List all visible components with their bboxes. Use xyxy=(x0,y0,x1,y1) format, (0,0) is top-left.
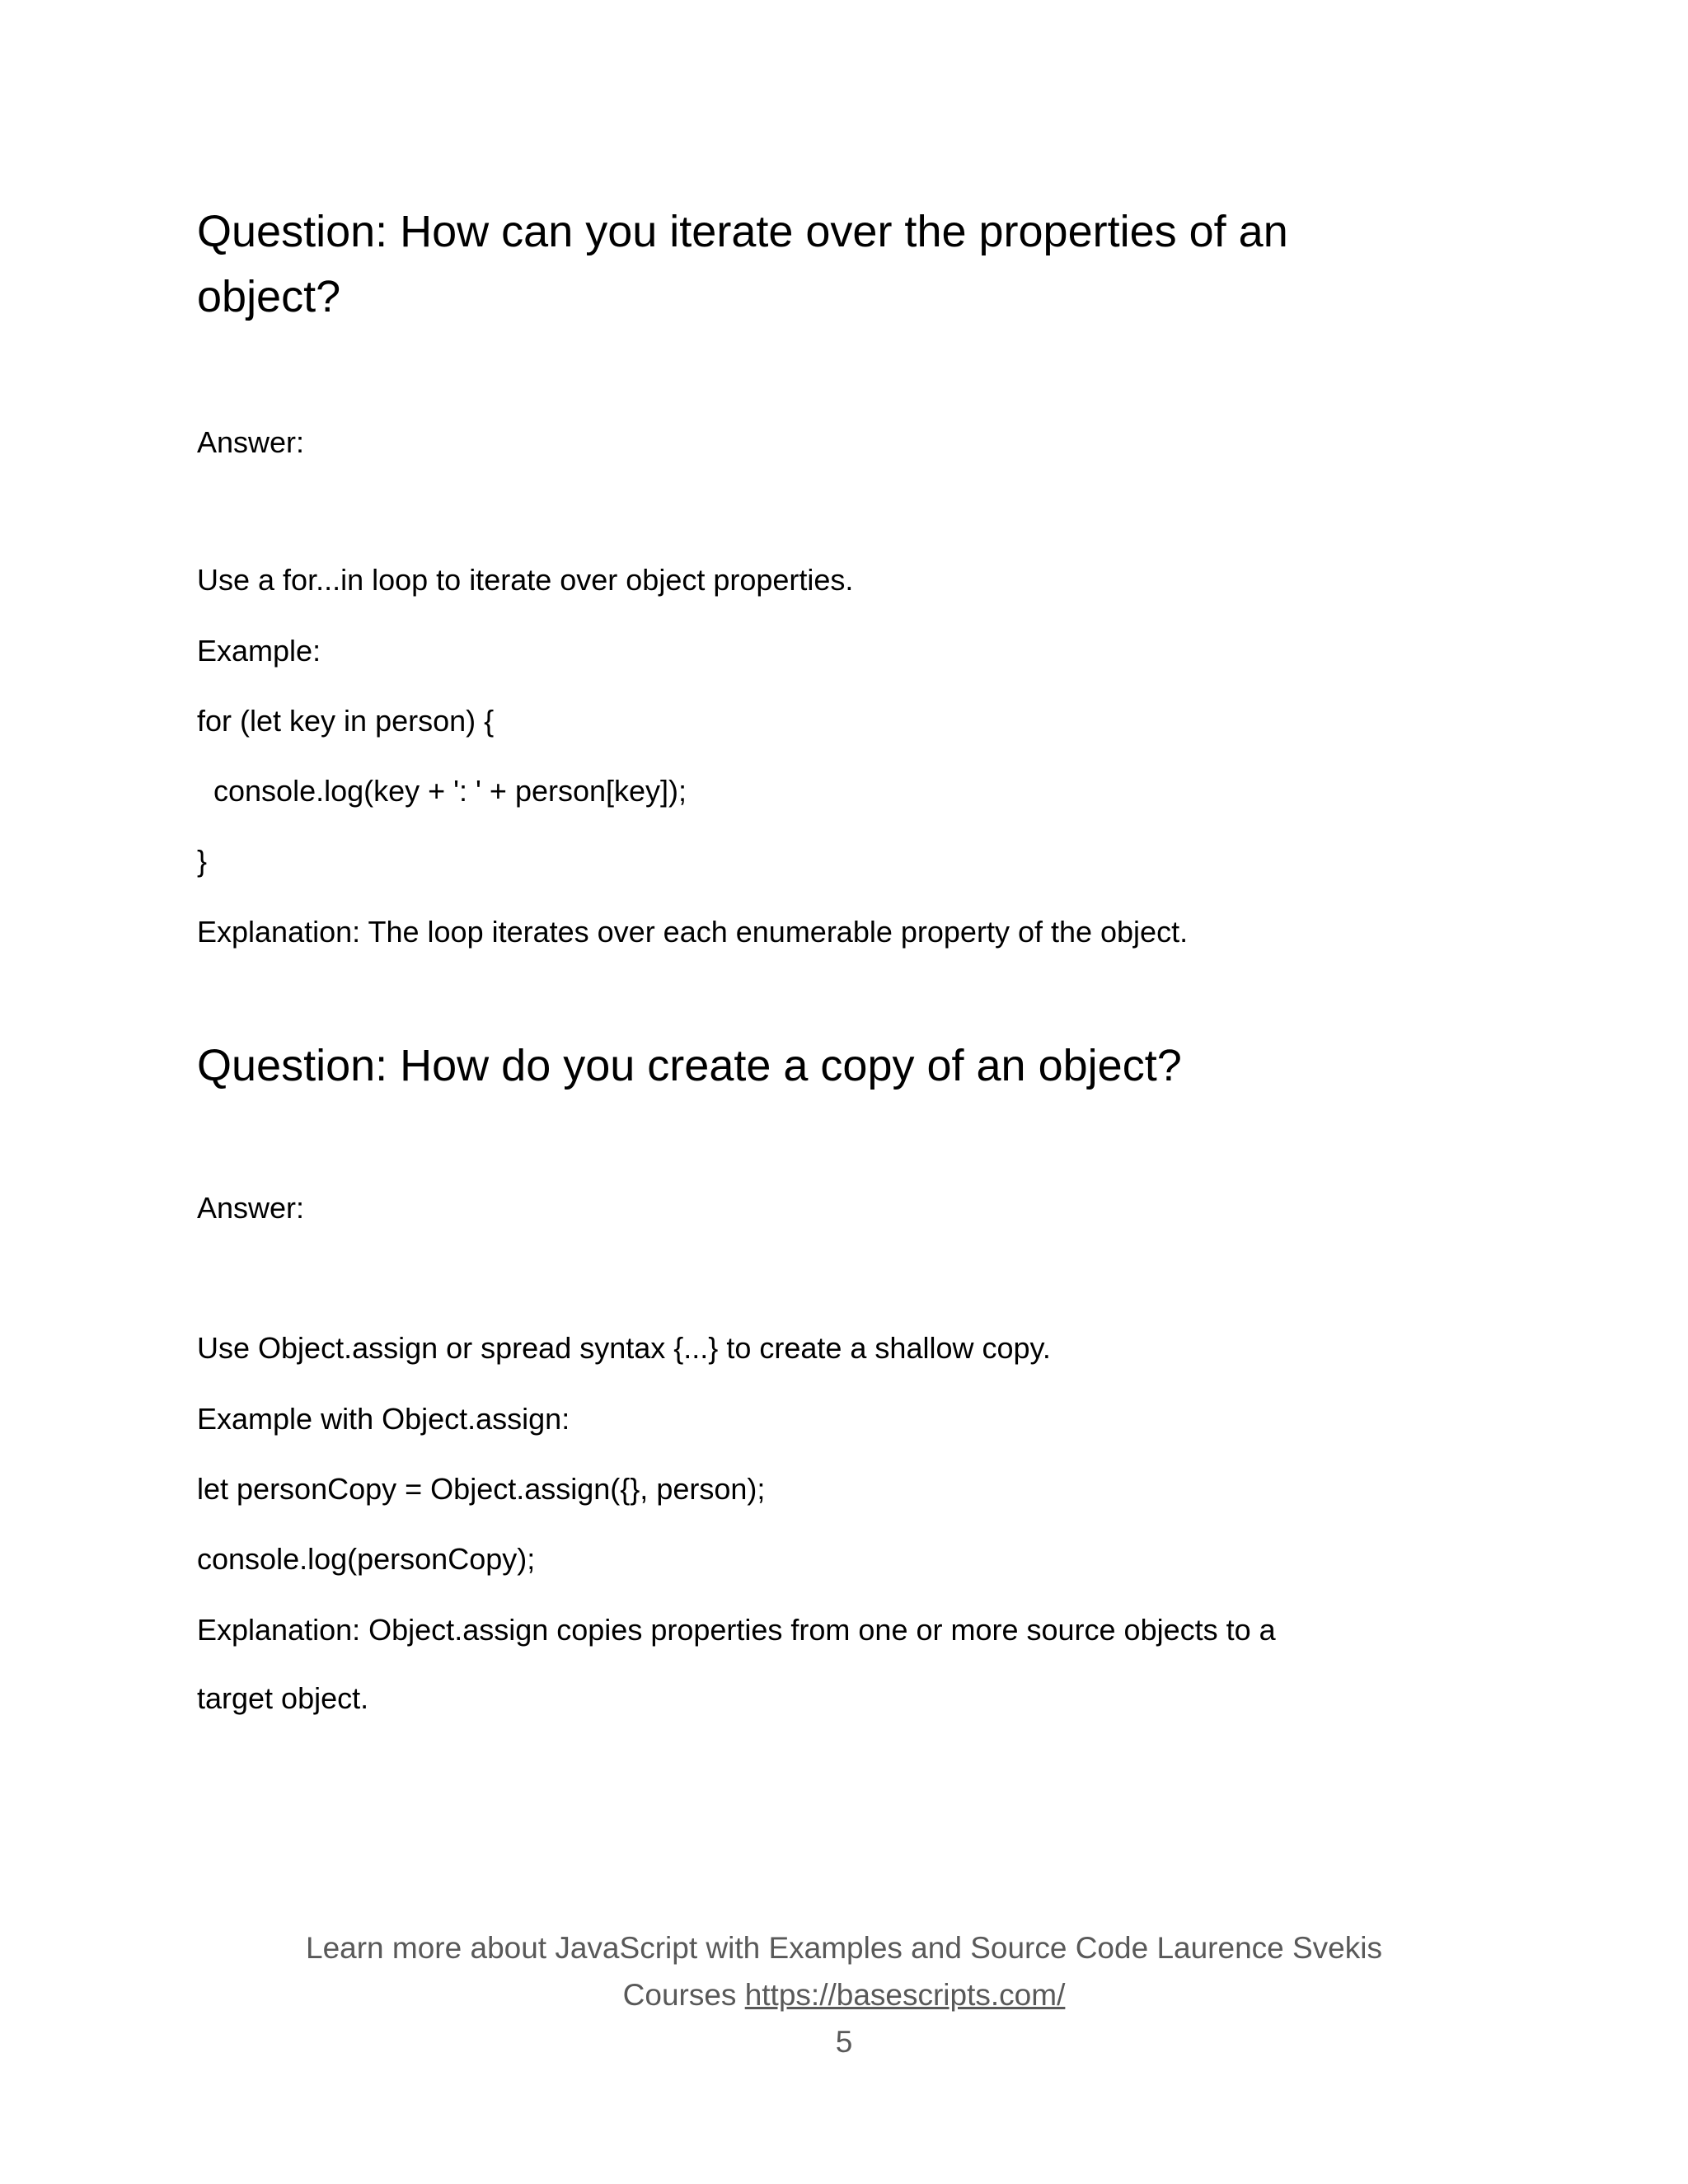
answer-label-1: Answer: xyxy=(197,425,305,459)
footer-courses-line xyxy=(0,1971,1688,2020)
answer-label-2: Answer: xyxy=(197,1191,305,1225)
code-line: for (let key in person) { xyxy=(197,704,495,738)
code-line: console.log(personCopy); xyxy=(197,1542,536,1576)
footer-courses-label: Courses xyxy=(622,1978,737,2012)
footer-text: Learn more about JavaScript with Examples and Source Code Laurence Svekis xyxy=(306,1931,1382,1965)
page-number: 5 xyxy=(835,2025,853,2059)
basescripts-link[interactable]: https://basescripts.com/ xyxy=(744,1978,1066,2012)
explanation-line: Explanation: Object.assign copies properties from one or more source objects to a xyxy=(197,1613,1276,1647)
code-line: console.log(key + ': ' + person[key]); xyxy=(197,774,687,808)
question-1-line-1: Question: How can you iterate over the properties of an xyxy=(197,207,1288,256)
answer-1-line: Use a for...in loop to iterate over object properties. xyxy=(197,563,854,597)
answer-2-line: Use Object.assign or spread syntax {...} to create a shallow copy. xyxy=(197,1331,1051,1365)
answer-1-line: Example: xyxy=(197,634,321,668)
question-1-line-2: object? xyxy=(197,272,341,321)
explanation-line: target object. xyxy=(197,1681,369,1715)
code-line: } xyxy=(197,844,208,878)
answer-2-line: Example with Object.assign: xyxy=(197,1402,570,1436)
question-heading-2: Question: How do you create a copy of an object? xyxy=(197,1041,1182,1090)
code-line: let personCopy = Object.assign({}, person); xyxy=(197,1472,766,1506)
explanation-line: Explanation: The loop iterates over each enumerable property of the object. xyxy=(197,915,1189,949)
